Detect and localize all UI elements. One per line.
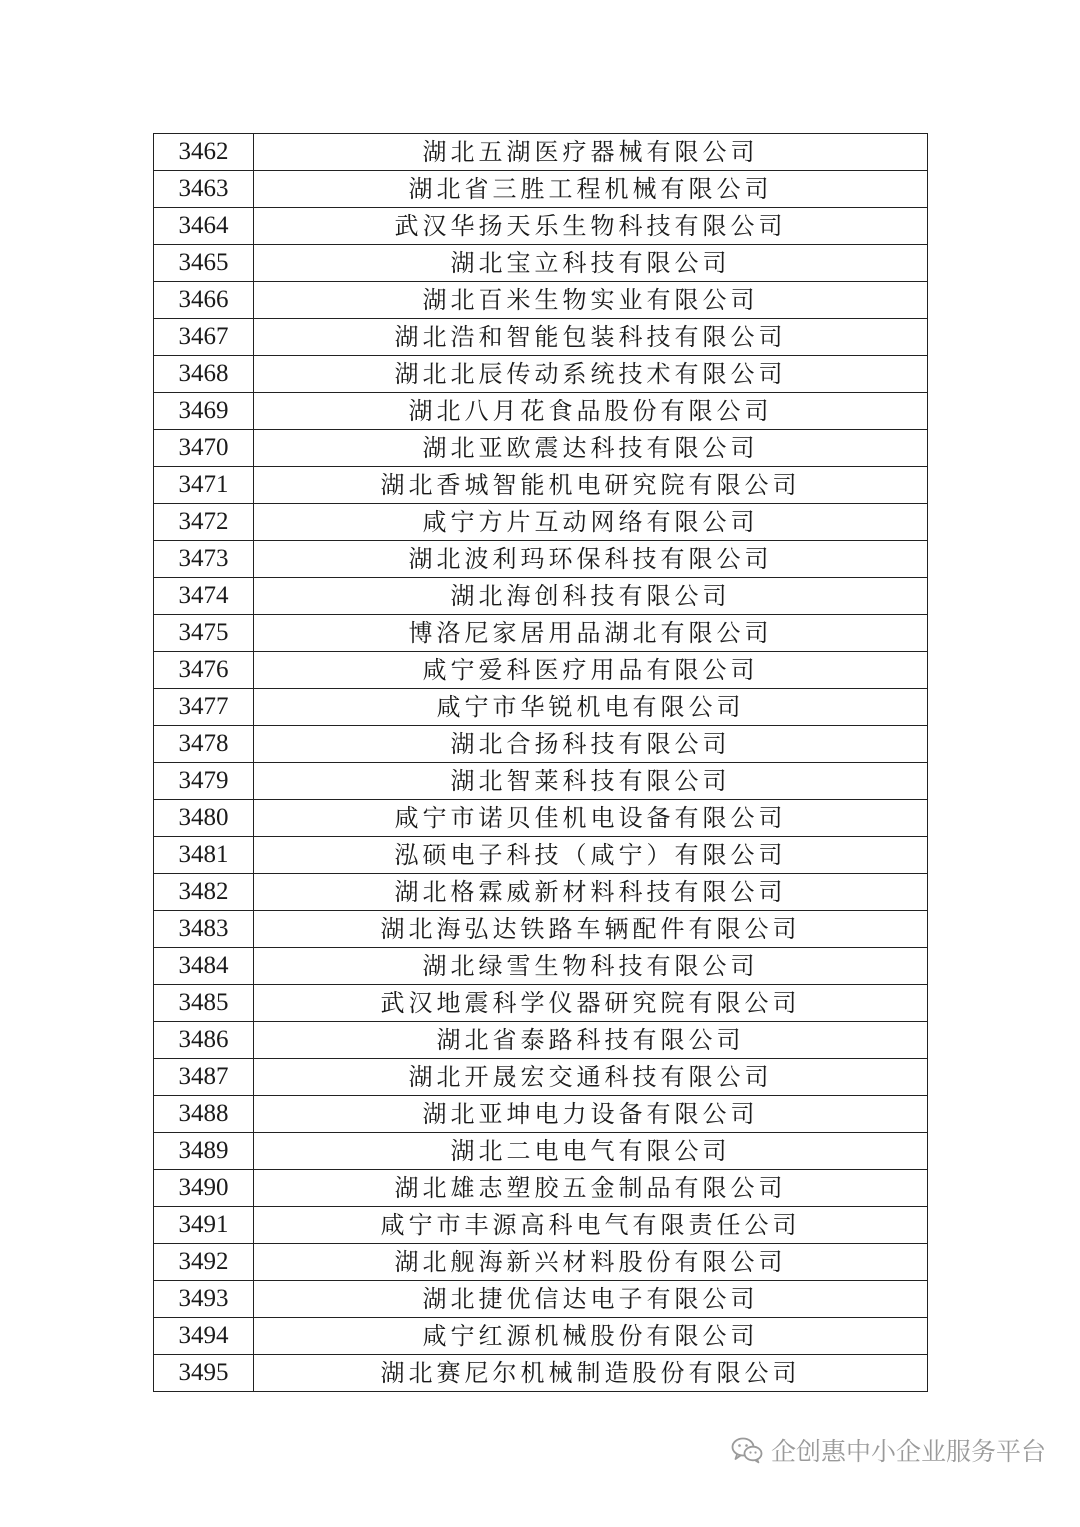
company-name: 湖北浩和智能包装科技有限公司 [254,319,928,356]
table-row [154,541,928,578]
table-row [154,689,928,726]
table-row [154,726,928,763]
table-row [154,356,928,393]
table-row [154,1207,928,1244]
table-row [154,319,928,356]
company-name: 湖北雄志塑胶五金制品有限公司 [254,1170,928,1207]
row-number: 3489 [154,1133,254,1170]
company-name: 湖北二电电气有限公司 [254,1133,928,1170]
table-row [154,430,928,467]
table-row [154,504,928,541]
company-name: 湖北合扬科技有限公司 [254,726,928,763]
row-number: 3488 [154,1096,254,1133]
row-number: 3491 [154,1207,254,1244]
row-number: 3466 [154,282,254,319]
company-name: 咸宁市丰源高科电气有限责任公司 [254,1207,928,1244]
row-number: 3487 [154,1059,254,1096]
table-row [154,874,928,911]
company-name: 咸宁方片互动网络有限公司 [254,504,928,541]
table-row [154,208,928,245]
table-row [154,1022,928,1059]
table-row [154,245,928,282]
row-number: 3480 [154,800,254,837]
table-row [154,578,928,615]
row-number: 3495 [154,1355,254,1392]
row-number: 3472 [154,504,254,541]
company-name: 湖北捷优信达电子有限公司 [254,1281,928,1318]
row-number: 3467 [154,319,254,356]
company-name: 咸宁市华锐机电有限公司 [254,689,928,726]
table-row [154,1059,928,1096]
row-number: 3493 [154,1281,254,1318]
row-number: 3490 [154,1170,254,1207]
row-number: 3481 [154,837,254,874]
table-row [154,763,928,800]
row-number: 3465 [154,245,254,282]
row-number: 3478 [154,726,254,763]
row-number: 3492 [154,1244,254,1281]
watermark-text: 企创惠中小企业服务平台 [770,1437,1046,1466]
table-row [154,948,928,985]
company-name: 咸宁市诺贝佳机电设备有限公司 [254,800,928,837]
table-row [154,1318,928,1355]
company-name: 泓硕电子科技（咸宁）有限公司 [254,837,928,874]
table-row [154,1170,928,1207]
table-row [154,1244,928,1281]
table-row [154,282,928,319]
row-number: 3463 [154,171,254,208]
company-name: 湖北北辰传动系统技术有限公司 [254,356,928,393]
row-number: 3469 [154,393,254,430]
company-name: 咸宁红源机械股份有限公司 [254,1318,928,1355]
table-row [154,467,928,504]
company-name: 湖北亚欧震达科技有限公司 [254,430,928,467]
table-row [154,1133,928,1170]
watermark [731,1430,1046,1470]
table-row [154,393,928,430]
row-number: 3468 [154,356,254,393]
company-name: 湖北省泰路科技有限公司 [254,1022,928,1059]
company-name: 湖北百米生物实业有限公司 [254,282,928,319]
company-name: 湖北开晟宏交通科技有限公司 [254,1059,928,1096]
row-number: 3479 [154,763,254,800]
company-name: 湖北智莱科技有限公司 [254,763,928,800]
row-number: 3484 [154,948,254,985]
row-number: 3473 [154,541,254,578]
row-number: 3483 [154,911,254,948]
company-name: 湖北舰海新兴材料股份有限公司 [254,1244,928,1281]
row-number: 3474 [154,578,254,615]
table-row [154,800,928,837]
table-row [154,985,928,1022]
row-number: 3475 [154,615,254,652]
table-row [154,1355,928,1392]
table-row [154,171,928,208]
company-name: 湖北八月花食品股份有限公司 [254,393,928,430]
row-number: 3485 [154,985,254,1022]
company-name: 湖北五湖医疗器械有限公司 [254,134,928,171]
row-number: 3464 [154,208,254,245]
company-name: 湖北省三胜工程机械有限公司 [254,171,928,208]
company-name: 咸宁爱科医疗用品有限公司 [254,652,928,689]
table-row [154,911,928,948]
company-name: 湖北海弘达铁路车辆配件有限公司 [254,911,928,948]
row-number: 3477 [154,689,254,726]
company-name: 湖北绿雪生物科技有限公司 [254,948,928,985]
table-row [154,1096,928,1133]
wechat-icon [731,1436,763,1464]
row-number: 3494 [154,1318,254,1355]
company-name: 湖北波利玛环保科技有限公司 [254,541,928,578]
row-number: 3486 [154,1022,254,1059]
company-name: 湖北香城智能机电研究院有限公司 [254,467,928,504]
company-name: 湖北宝立科技有限公司 [254,245,928,282]
row-number: 3470 [154,430,254,467]
table-row [154,134,928,171]
row-number: 3476 [154,652,254,689]
row-number: 3482 [154,874,254,911]
company-name: 湖北格霖威新材料科技有限公司 [254,874,928,911]
company-name: 博洛尼家居用品湖北有限公司 [254,615,928,652]
company-name: 湖北海创科技有限公司 [254,578,928,615]
table-row [154,1281,928,1318]
company-name: 湖北亚坤电力设备有限公司 [254,1096,928,1133]
row-number: 3471 [154,467,254,504]
company-table [153,133,928,1392]
company-name: 湖北赛尼尔机械制造股份有限公司 [254,1355,928,1392]
table-row [154,837,928,874]
company-name: 武汉地震科学仪器研究院有限公司 [254,985,928,1022]
table-row [154,615,928,652]
table-row [154,652,928,689]
company-name: 武汉华扬天乐生物科技有限公司 [254,208,928,245]
table-body [154,134,928,1392]
row-number: 3462 [154,134,254,171]
